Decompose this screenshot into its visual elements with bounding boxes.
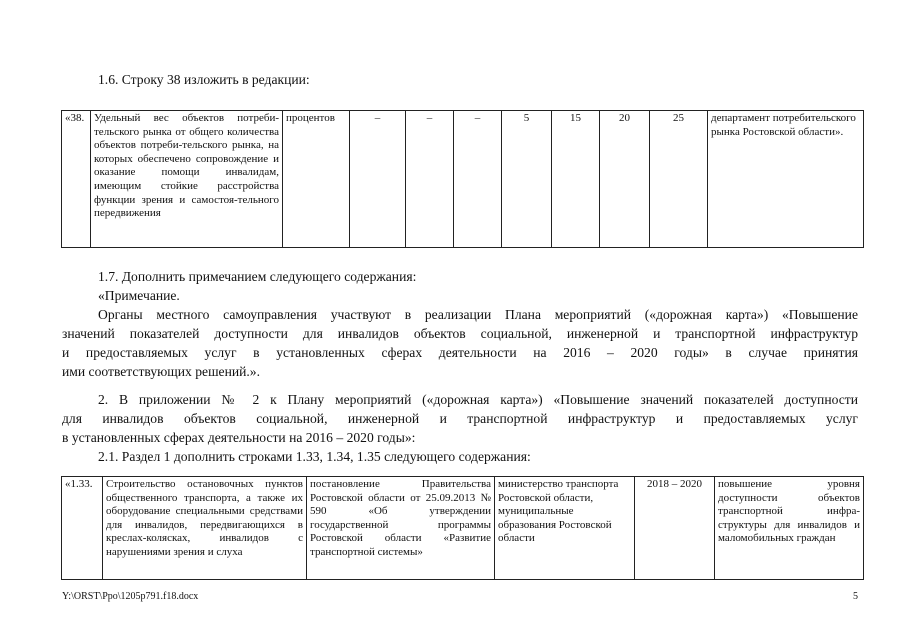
result-cell: повышение уровня доступности объектов транспортной инфра-структуры для инвалидов и маломобильных граждан [715,477,864,580]
note-line-2: значений показателей доступности для инвалидов объектов социальной, инженерной и транспортной инфраструктур [62,326,858,341]
table-row [62,111,864,248]
note-line-3: и предоставляемых услуг в установленных сферах деятельности на 2016 – 2020 годы» в случае принятия [62,345,858,360]
indicator-table [61,110,864,248]
row-number: «38. [62,111,91,248]
value-cell: – [406,111,454,248]
value-cell: 25 [650,111,708,248]
value-cell: – [350,111,406,248]
responsible-cell: департамент потребительского рынка Ростовской области». [708,111,864,248]
indicator-name: Удельный вес объектов потреби-тельского рынка от общего количества объектов потреби-тельского рынка, на которых обеспечено сопровождение и оказание помощи инвалидам, имеющим стойкие расстройства функции зрения и самостоя-тельного передвижения [91,111,283,248]
section-1-7-heading: 1.7. Дополнить примечанием следующего содержания: [98,269,417,284]
value-cell: – [454,111,502,248]
footer-file-path: Y:\ORST\Ppo\1205p791.f18.docx [62,591,199,602]
document-cell: постановление Правительства Ростовской области от 25.09.2013 № 590 «Об утверждении государственной программы Ростовской области «Развитие транспортной системы» [307,477,495,580]
value-cell: 15 [552,111,600,248]
table-row [62,477,864,580]
note-line-4: ими соответствующих решений.». [62,364,260,379]
executor-cell: министерство транспорта Ростовской области, муниципальные образования Ростовской области [495,477,635,580]
value-cell: 20 [600,111,650,248]
section-1-6-heading: 1.6. Строку 38 изложить в редакции: [98,72,310,87]
note-line-1: Органы местного самоуправления участвуют в реализации Плана мероприятий («дорожная карта») «Повышение [98,307,858,322]
section-2-1-heading: 2.1. Раздел 1 дополнить строками 1.33, 1.34, 1.35 следующего содержания: [98,449,531,464]
page-number: 5 [853,591,858,602]
measures-table [61,476,864,580]
section-2-line-1: 2. В приложении № 2 к Плану мероприятий («дорожная карта») «Повышение значений показателей доступности [98,392,858,407]
value-cell: 5 [502,111,552,248]
section-2-line-3: в установленных сферах деятельности на 2016 – 2020 годы»: [62,430,416,445]
period-cell: 2018 – 2020 [635,477,715,580]
measure-cell: Строительство остановочных пунктов общественного транспорта, а также их оборудование специальными средствами для инвалидов, передвигающихся в креслах-колясках, инвалидов с нарушениями зрения и слуха [103,477,307,580]
row-number: «1.33. [62,477,103,580]
unit-cell: процентов [283,111,350,248]
section-2-line-2: для инвалидов объектов социальной, инженерной и транспортной инфраструктур и предоставляемых услуг [62,411,858,426]
note-title: «Примечание. [98,288,180,303]
